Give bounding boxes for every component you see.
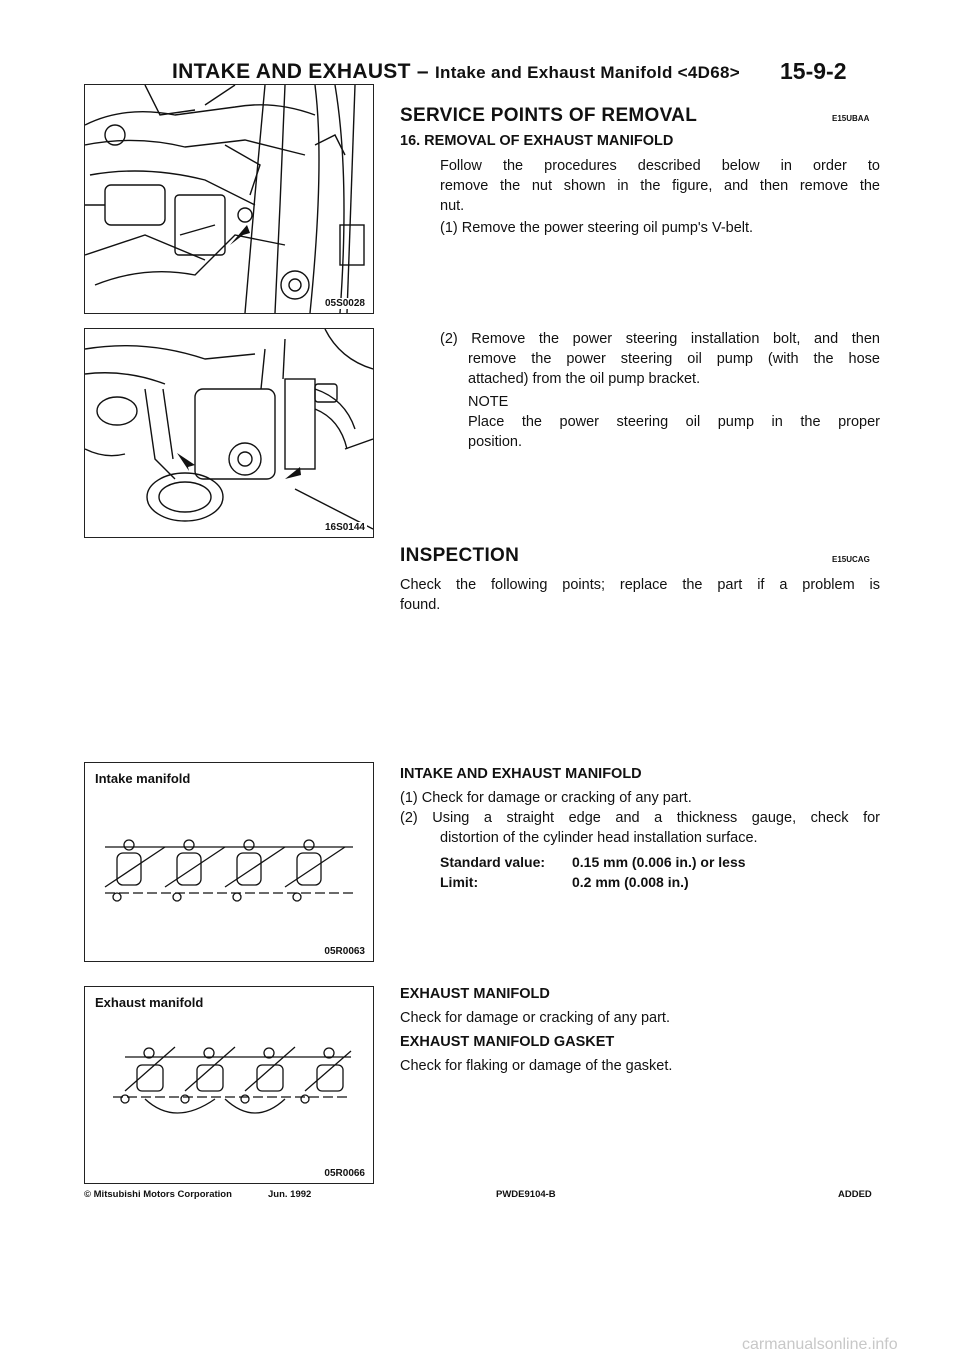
watermark: carmanualsonline.info [742,1336,898,1353]
note-block [468,392,880,452]
standard-value: 0.15 mm (0.006 in.) or less [572,854,746,870]
standard-label: Standard value: [440,854,546,870]
intake-exhaust-step-1: (1) Check for damage or cracking of any part. [400,790,692,806]
figure-exhaust-manifold [84,986,374,1184]
figure-engine-top [84,84,374,314]
figure-intake-manifold [84,762,374,962]
intake-exhaust-heading: INTAKE AND EXHAUST MANIFOLD [400,766,642,782]
page-number: 15-9-2 [780,58,847,84]
limit-value: 0.2 mm (0.008 in.) [572,874,689,890]
figure-caption: Intake manifold [95,771,191,786]
title-sub: Intake and Exhaust Manifold <4D68> [435,63,740,82]
figure-code: 05S0028 [324,298,365,309]
note-line: Place the power steering oil pump in the proper [468,414,880,430]
footer-status: ADDED [838,1189,872,1200]
note-line: position. [468,434,523,450]
intro-line: remove the nut shown in the figure, and then remove the [440,178,880,194]
figure-code: 16S0144 [324,522,365,533]
engine-drawing-1 [85,85,373,313]
removal-step-1: (1) Remove the power steering oil pump's V-belt. [440,220,754,236]
step-line: (2) Using a straight edge and a thickness gauge, check for [400,810,880,826]
limit-label: Limit: [440,874,479,890]
step-line: distortion of the cylinder head installation surface. [440,830,758,846]
inspection-code: E15UCAG [832,555,870,564]
limit-row [440,872,689,892]
figure-code: 05R0066 [324,1168,365,1179]
title-main: INTAKE AND EXHAUST – [172,60,435,83]
intro-line: found. [400,597,441,613]
service-code: E15UBAA [832,114,870,123]
step-line: (2) Remove the power steering installation bolt, and then [440,331,880,347]
gasket-heading: EXHAUST MANIFOLD GASKET [400,1034,615,1050]
exhaust-manifold-drawing [85,987,373,1183]
intake-manifold-drawing [85,763,373,961]
page-title [172,60,740,84]
footer-date: Jun. 1992 [268,1189,312,1200]
engine-drawing-2 [85,329,373,537]
removal-step-2 [440,329,880,389]
inspection-intro [400,575,880,615]
service-heading: SERVICE POINTS OF REMOVAL [400,105,698,126]
step-line: remove the power steering oil pump (with the hose [468,351,880,367]
standard-value-row [440,852,746,872]
intro-line: nut. [440,198,465,214]
exhaust-text: Check for damage or cracking of any part. [400,1010,670,1026]
note-label: NOTE [468,394,509,410]
inspection-heading: INSPECTION [400,545,520,566]
intake-exhaust-step-2 [400,808,880,848]
figure-oil-pump [84,328,374,538]
gasket-text: Check for flaking or damage of the gasket. [400,1058,673,1074]
intro-line: Follow the procedures described below in order to [440,158,880,174]
footer-doc-code: PWDE9104-B [496,1189,556,1200]
figure-caption: Exhaust manifold [95,995,204,1010]
exhaust-heading: EXHAUST MANIFOLD [400,986,550,1002]
figure-code: 05R0063 [324,946,365,957]
intro-line: Check the following points; replace the part if a problem is [400,577,880,593]
step-line: attached) from the oil pump bracket. [468,371,701,387]
removal-intro [440,156,880,216]
footer-copyright: © Mitsubishi Motors Corporation [84,1189,232,1200]
removal-subheading: 16. REMOVAL OF EXHAUST MANIFOLD [400,133,674,149]
